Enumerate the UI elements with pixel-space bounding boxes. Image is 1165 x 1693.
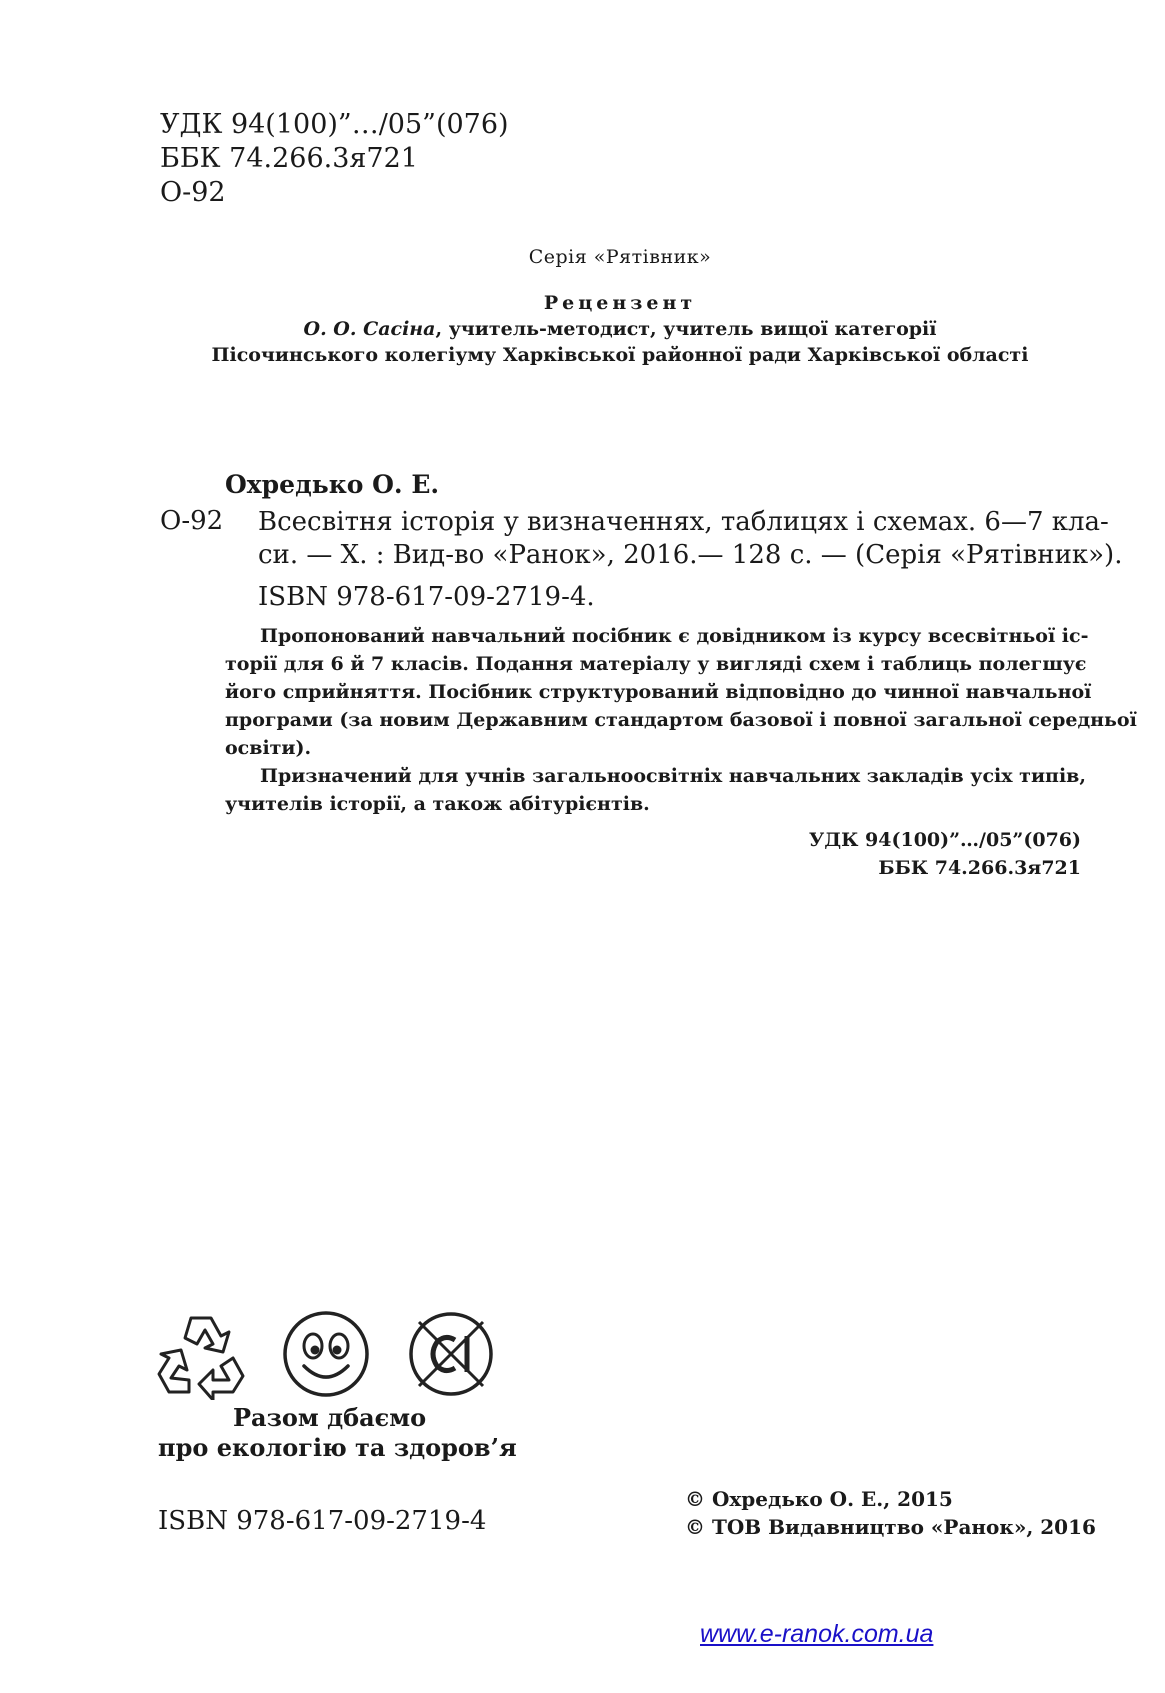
description-line: Всесвітня історія у визначеннях, таблицях і схемах. 6—7 кла- xyxy=(258,507,1109,537)
annotation-line: торії для 6 й 7 класів. Подання матеріалу у вигляді схем і таблиць полегшує xyxy=(225,653,1087,675)
bottom-udk: УДК 94(100)”…/05”(076) xyxy=(808,829,1081,851)
copyright-author: © Охредько О. Е., 2015 xyxy=(685,1487,953,1511)
annotation-line: його сприйняття. Посібник структурований відповідно до чинної навчальної xyxy=(225,681,1092,703)
reviewer-institution: Пісочинського колегіуму Харківської районної ради Харківської області xyxy=(211,344,1029,366)
smiley-icon xyxy=(280,1308,372,1400)
record-isbn: ISBN 978-617-09-2719-4. xyxy=(258,582,595,612)
annotation-line: програми (за новим Державним стандартом базової і повної загальної середньої xyxy=(225,709,1137,731)
annotation xyxy=(225,622,1137,818)
annotation-line: учителів історії, а також абітурієнтів. xyxy=(225,793,650,815)
eco-slogan xyxy=(158,1403,517,1463)
copyright-publisher: © ТОВ Видавництво «Ранок», 2016 xyxy=(685,1515,1096,1539)
copyright-block xyxy=(685,1485,1096,1541)
udk-code: УДК 94(100)”…/05”(076) xyxy=(160,109,509,140)
eco-slogan-line: Разом дбаємо xyxy=(233,1403,427,1432)
website-link[interactable]: www.e-ranok.com.ua xyxy=(700,1620,934,1648)
author-mark: О-92 xyxy=(160,177,226,208)
eco-icons xyxy=(155,1308,515,1408)
reviewer-block xyxy=(0,290,1165,368)
eco-slogan-line: про екологію та здоров’я xyxy=(158,1433,517,1462)
bottom-classification xyxy=(600,826,1081,882)
record-description xyxy=(258,506,1123,572)
classification-codes xyxy=(160,108,509,210)
record-author-mark: О-92 xyxy=(160,506,224,536)
reviewer-line xyxy=(0,316,1165,342)
bbk-code: ББК 74.266.3я721 xyxy=(160,143,418,174)
no-chlorine-icon xyxy=(405,1308,497,1400)
description-line: си. — Х. : Вид-во «Ранок», 2016.— 128 с. — (Серія «Рятівник»). xyxy=(258,540,1123,570)
bottom-bbk: ББК 74.266.3я721 xyxy=(878,857,1081,879)
annotation-line: Призначений для учнів загальноосвітніх навчальних закладів усіх типів, xyxy=(260,765,1086,787)
isbn-bottom: ISBN 978-617-09-2719-4 xyxy=(158,1506,487,1536)
reviewer-name: О. О. Сасіна xyxy=(303,318,436,340)
annotation-line: освіти). xyxy=(225,737,312,759)
series-title: Серія «Рятівник» xyxy=(528,246,712,268)
reviewer-title: Рецензент xyxy=(543,292,697,314)
record-author: Охредько О. Е. xyxy=(225,470,440,499)
annotation-line: Пропонований навчальний посібник є довідником із курсу всесвітньої іс- xyxy=(260,625,1089,647)
reviewer-position: , учитель-методист, учитель вищої категорії xyxy=(435,318,937,340)
recycle-icon xyxy=(155,1308,247,1400)
